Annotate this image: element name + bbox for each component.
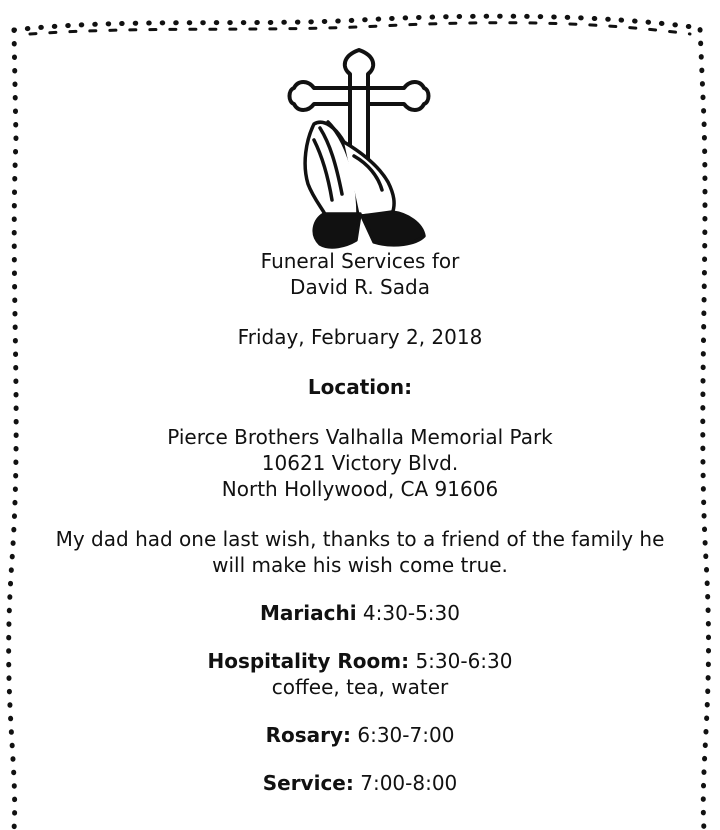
schedule-item-mariachi: [40, 600, 680, 626]
schedule-label: Mariachi: [260, 601, 357, 625]
last-wish-text: [40, 526, 680, 578]
street-address: 10621 Victory Blvd.: [261, 451, 459, 475]
schedule-label: Rosary:: [265, 723, 352, 747]
service-date: Friday, February 2, 2018: [237, 325, 483, 349]
last-wish-line-1: My dad had one last wish, thanks to a friend of the family he: [55, 527, 665, 551]
schedule-time: 6:30-7:00: [351, 723, 455, 747]
heading-line-1: Funeral Services for: [260, 249, 460, 273]
location-address: [40, 424, 680, 502]
heading: [40, 248, 680, 300]
city-address: North Hollywood, CA 91606: [221, 477, 499, 501]
deceased-name: David R. Sada: [290, 275, 430, 299]
schedule-item-service: [40, 770, 680, 796]
schedule-note: coffee, tea, water: [271, 675, 449, 699]
schedule-item-rosary: [40, 722, 680, 748]
notice-text: [40, 248, 680, 796]
schedule-item-hospitality: [40, 648, 680, 700]
last-wish-line-2: will make his wish come true.: [212, 553, 508, 577]
schedule-label: Service:: [262, 771, 354, 795]
schedule-time: 5:30-6:30: [409, 649, 513, 673]
cross-with-praying-hands-icon: [284, 44, 434, 250]
venue-name: Pierce Brothers Valhalla Memorial Park: [167, 425, 553, 449]
schedule-label: Hospitality Room:: [207, 649, 410, 673]
location-label: Location:: [307, 375, 413, 399]
schedule-time: 7:00-8:00: [353, 771, 458, 795]
schedule-time: 4:30-5:30: [356, 601, 460, 625]
